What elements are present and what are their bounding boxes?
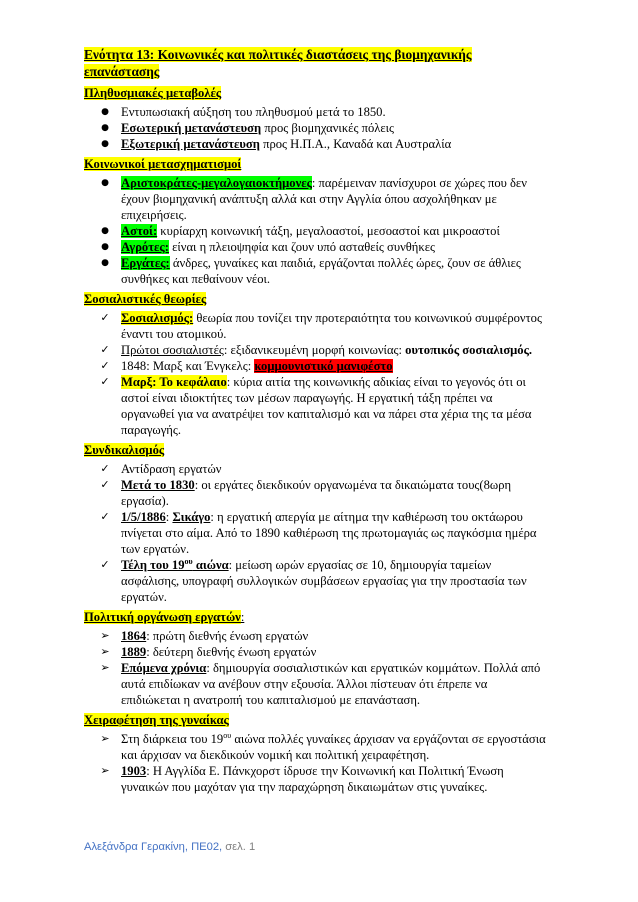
list-item: ✓ Μετά το 1830: οι εργάτες διεκδικούν οργανωμένα τα δικαιώματα τους(8ωρη εργασία). <box>84 477 546 509</box>
footer-author: Αλεξάνδρα Γερακίνη, ΠΕ02, <box>84 841 226 853</box>
list-item: ✓ Τέλη του $19^{o\upsilon}$ αιώνα: μείωση ωρών εργασίας σε 10, δημιουργία ταμείων ασφάλισης, υπογραφή συλλογικών συμβάσεων εργασίας για την προστασία των εργατών. <box>84 557 546 605</box>
section-heading-women: Χειραφέτηση της γυναίκας <box>84 713 229 727</box>
arrow-bullet-icon: ➢ <box>100 732 110 745</box>
list-item: ● Αγρότες: είναι η πλειοψηφία και ζουν υπό ασταθείς συνθήκες <box>84 239 546 255</box>
section-heading-theories: Σοσιαλιστικές θεωρίες <box>84 292 207 306</box>
check-icon: ✓ <box>100 359 110 372</box>
section-heading-political: Πολιτική οργάνωση εργατών: <box>84 610 245 624</box>
bullet-icon: ● <box>101 107 109 117</box>
list-item: ● Εντυπωσιακή αύξηση του πληθυσμού μετά το 1850. <box>84 104 546 120</box>
arrow-bullet-icon: ➢ <box>100 764 110 777</box>
list-item: ➢ 1889: δεύτερη διεθνής ένωση εργατών <box>84 644 546 660</box>
unions-list <box>84 461 546 605</box>
list-item: ● Εσωτερική μετανάστευση προς βιομηχανικές πόλεις <box>84 120 546 136</box>
theories-list <box>84 310 546 438</box>
list-item: ➢ 1864: πρώτη διεθνής ένωση εργατών <box>84 628 546 644</box>
bullet-icon: ● <box>101 123 109 133</box>
list-item: ● Εξωτερική μετανάστευση προς Η.Π.Α., Καναδά και Αυστραλία <box>84 136 546 152</box>
list-item: ✓ 1848: Μαρξ και Ένγκελς: κομμουνιστικό μανιφέστο <box>84 358 546 374</box>
bullet-icon: ● <box>101 242 109 252</box>
bullet-icon: ● <box>101 226 109 236</box>
population-list <box>84 104 546 152</box>
section-heading-unions: Συνδικαλισμός <box>84 443 165 457</box>
list-item: ➢ Επόμενα χρόνια: δημιουργία σοσιαλιστικών και εργατικών κομμάτων. Πολλά από αυτά επιδίωκαν να ανέβουν στην εξουσία. Άλλοι πίστευαν ότι έπρεπε να επιδιώκεται η ανατροπή του καπιταλισμού με επανάσταση. <box>84 660 546 708</box>
check-icon: ✓ <box>100 375 110 388</box>
check-icon: ✓ <box>100 343 110 356</box>
list-item: ✓ 1/5/1886: Σικάγο: η εργατική απεργία με αίτημα την καθιέρωση του οκτάωρου πνίγεται στο αίμα. Από το 1890 καθιέρωση της πρωτομαγιάς ως παγκόσμια ημέρα των εργατών. <box>84 509 546 557</box>
list-item: ➢ Στη διάρκεια του $19^{o\upsilon}$ αιώνα πολλές γυναίκες άρχισαν να εργάζονται σε εργοστάσια και άρχισαν να διεκδικούν νομική και πολιτική χειραφέτηση. <box>84 731 546 763</box>
check-icon: ✓ <box>100 311 110 324</box>
arrow-bullet-icon: ➢ <box>100 645 110 658</box>
footer-page-number: σελ. 1 <box>225 841 256 853</box>
document-content <box>84 47 546 799</box>
bullet-icon: ● <box>101 139 109 149</box>
bullet-icon: ● <box>101 178 109 188</box>
women-list <box>84 731 546 795</box>
arrow-bullet-icon: ➢ <box>100 661 110 674</box>
page-footer <box>84 839 255 855</box>
list-item: ✓ Σοσιαλισμός: θεωρία που τονίζει την προτεραιότητα του κοινωνικού συμφέροντος έναντι του ατομικού. <box>84 310 546 342</box>
list-item: ➢ 1903: Η Αγγλίδα Ε. Πάνκχορστ ίδρυσε την Κοινωνική και Πολιτική Ένωση γυναικών που μαχόταν για την παραχώρηση δικαιωμάτων στις γυναίκες. <box>84 763 546 795</box>
document-title: Ενότητα 13: Κοινωνικές και πολιτικές διαστάσεις της βιομηχανικής επανάστασης <box>84 47 472 79</box>
bullet-icon: ● <box>101 258 109 268</box>
list-item: ✓ Μαρξ: Το κεφάλαιο: κύρια αιτία της κοινωνικής αδικίας είναι το γεγονός ότι οι αστοί είναι ιδιοκτήτες των μέσων παραγωγής. Η εργατική τάξη πρέπει να οργανωθεί για να ανατρέψει τον καπιταλισμό και να πάρει στα χέρια της τα μέσα παραγωγής. <box>84 374 546 438</box>
list-item: ● Εργάτες: άνδρες, γυναίκες και παιδιά, εργάζονται πολλές ώρες, ζουν σε άθλιες συνθήκες και πεθαίνουν νέοι. <box>84 255 546 287</box>
check-icon: ✓ <box>100 510 110 523</box>
list-item: ✓ Πρώτοι σοσιαλιστές: εξιδανικευμένη μορφή κοινωνίας: ουτοπικός σοσιαλισμός. <box>84 342 546 358</box>
arrow-bullet-icon: ➢ <box>100 629 110 642</box>
list-item: ● Αστοί: κυρίαρχη κοινωνική τάξη, μεγαλοαστοί, μεσοαστοί και μικροαστοί <box>84 223 546 239</box>
list-item: ● Αριστοκράτες-μεγαλογαιοκτήμονες: παρέμειναν πανίσχυροι σε χώρες που δεν έχουν βιομηχανική ανάπτυξη αλλά και στην Αγγλία όπου ασχολήθηκαν με επιχειρήσεις. <box>84 175 546 223</box>
check-icon: ✓ <box>100 558 110 571</box>
political-list <box>84 628 546 708</box>
list-item: ✓ Αντίδραση εργατών <box>84 461 546 477</box>
social-list <box>84 175 546 287</box>
section-heading-population: Πληθυσμιακές μεταβολές <box>84 86 222 100</box>
check-icon: ✓ <box>100 478 110 491</box>
section-heading-social: Κοινωνικοί μετασχηματισμοί <box>84 157 242 171</box>
check-icon: ✓ <box>100 462 110 475</box>
